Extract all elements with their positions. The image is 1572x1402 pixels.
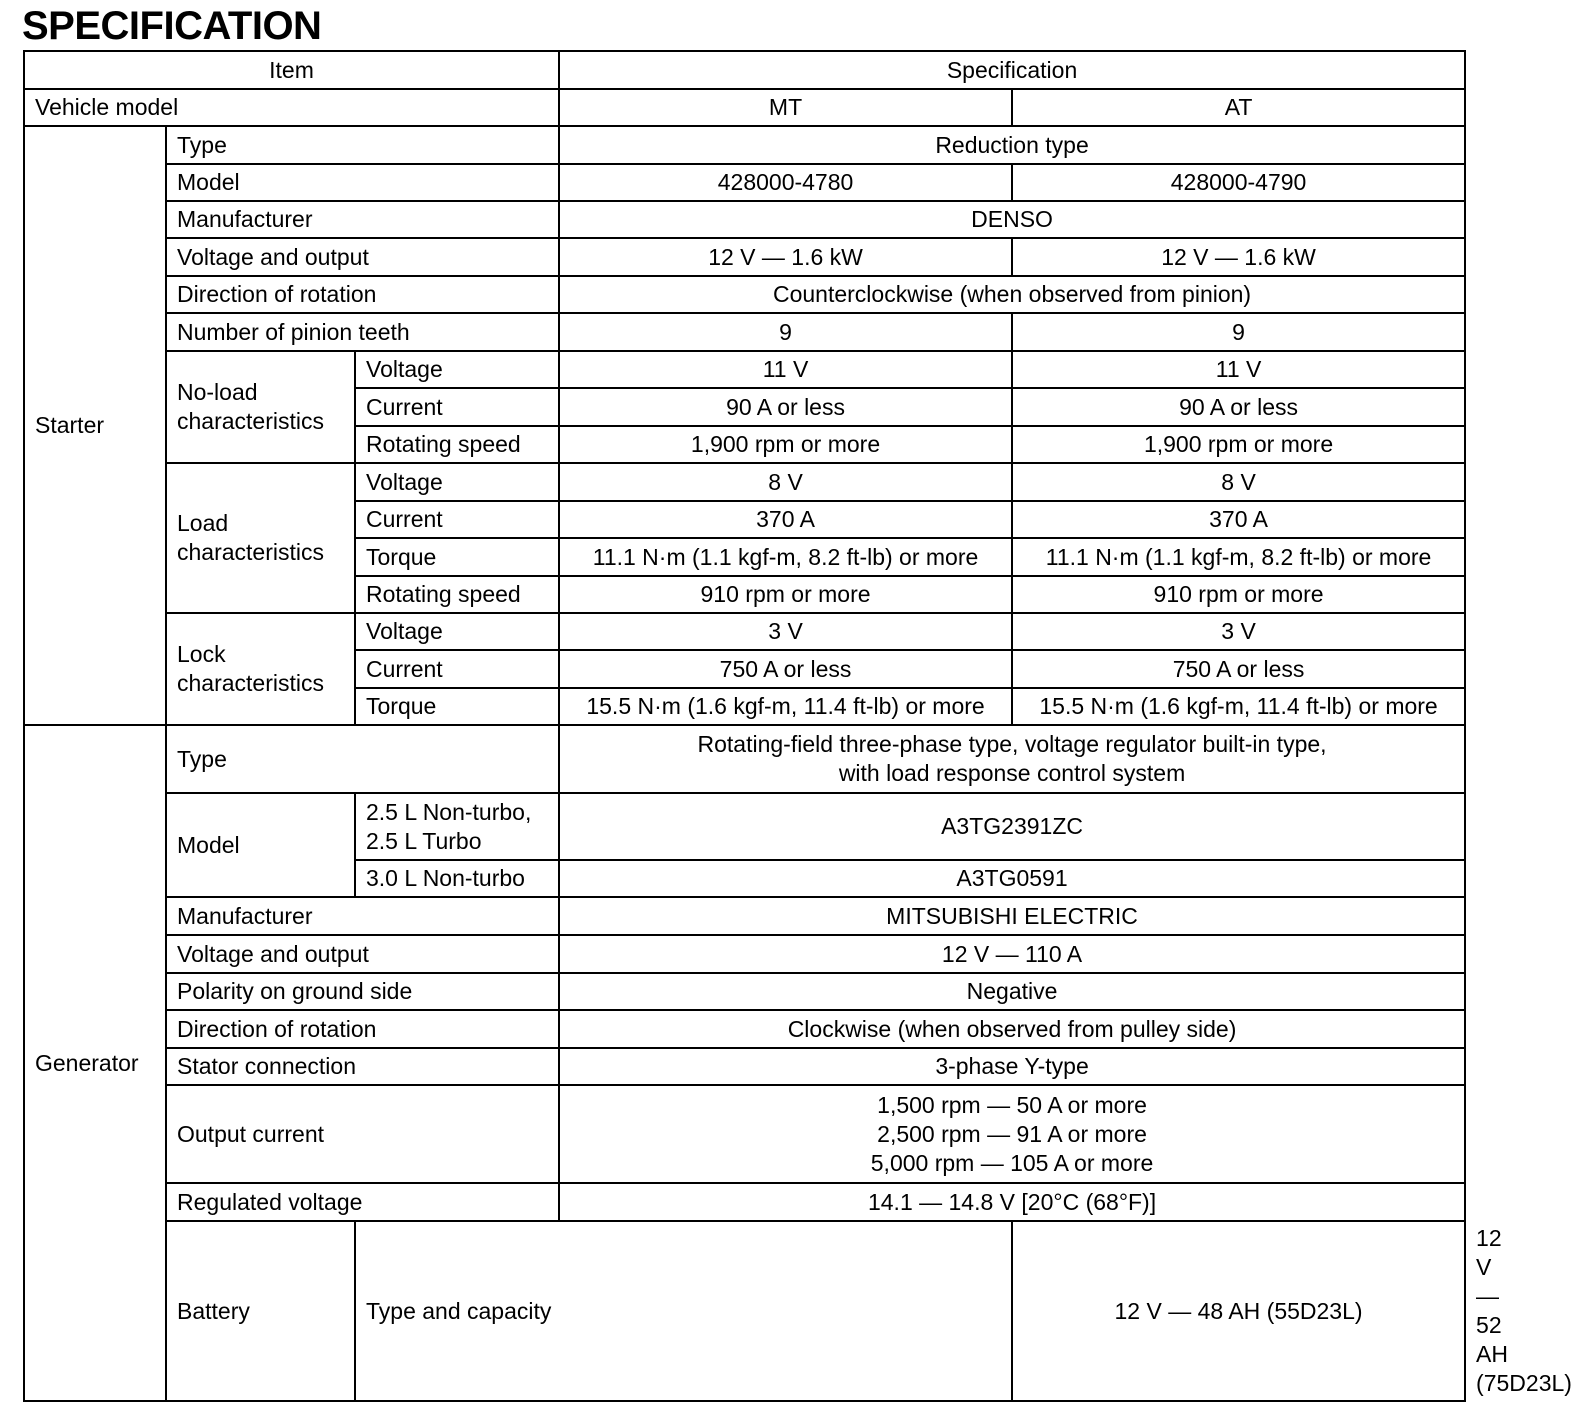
output-current-line1: 1,500 rpm — 50 A or more <box>877 1091 1147 1118</box>
starter-pinion-teeth-at: 9 <box>1012 313 1465 351</box>
starter-model-label: Model <box>166 164 559 201</box>
table-row <box>24 463 1465 501</box>
no-load-speed-label: Rotating speed <box>355 426 559 463</box>
load-characteristics-label <box>166 463 355 613</box>
load-torque-at: 11.1 N·m (1.1 kgf-m, 8.2 ft-lb) or more <box>1012 538 1465 576</box>
battery-type-capacity-mt: 12 V — 48 AH (55D23L) <box>1012 1221 1465 1401</box>
generator-output-current-label: Output current <box>166 1085 559 1183</box>
lock-voltage-mt: 3 V <box>559 613 1012 650</box>
load-voltage-mt: 8 V <box>559 463 1012 501</box>
load-torque-label: Torque <box>355 538 559 576</box>
load-current-label: Current <box>355 501 559 538</box>
lock-characteristics-label <box>166 613 355 725</box>
lock-torque-label: Torque <box>355 688 559 725</box>
table-row <box>24 313 1465 351</box>
generator-polarity-value: Negative <box>559 973 1465 1010</box>
table-row <box>24 276 1465 313</box>
table-row <box>24 793 1465 860</box>
header-row <box>24 51 1465 89</box>
table-row <box>24 351 1465 388</box>
no-load-label-line2: characteristics <box>177 408 324 434</box>
starter-pinion-teeth-label: Number of pinion teeth <box>166 313 559 351</box>
lock-current-mt: 750 A or less <box>559 650 1012 688</box>
section-starter: Starter <box>24 126 166 725</box>
specification-table <box>23 50 1572 1402</box>
no-load-voltage-mt: 11 V <box>559 351 1012 388</box>
table-row <box>24 89 1465 126</box>
table-row <box>24 164 1465 201</box>
table-row: Battery Type and capacity 12 V — 48 AH (55D23L) 12 V — 52 AH (75D23L) <box>24 1221 1465 1401</box>
section-battery: Battery <box>166 1221 355 1401</box>
generator-type-label: Type <box>166 725 559 793</box>
generator-model-sub1-line2: 2.5 L Turbo <box>366 827 482 854</box>
generator-model-sub2: 3.0 L Non-turbo <box>355 860 559 897</box>
table-row <box>24 1010 1465 1048</box>
generator-rotation-label: Direction of rotation <box>166 1010 559 1048</box>
output-current-line3: 5,000 rpm — 105 A or more <box>870 1149 1154 1176</box>
table-row <box>24 897 1465 935</box>
load-speed-at: 910 rpm or more <box>1012 576 1465 613</box>
generator-voltage-output-value: 12 V — 110 A <box>559 935 1465 973</box>
table-row <box>24 613 1465 650</box>
lock-torque-at: 15.5 N·m (1.6 kgf-m, 11.4 ft-lb) or more <box>1012 688 1465 725</box>
vehicle-model-at: AT <box>1012 89 1465 126</box>
generator-type-line1: Rotating-field three-phase type, voltage regulator built-in type, <box>697 731 1327 757</box>
starter-voltage-output-mt: 12 V — 1.6 kW <box>559 238 1012 276</box>
generator-model-value1: A3TG2391ZC <box>559 793 1465 860</box>
vehicle-model-label: Vehicle model <box>24 89 559 126</box>
load-label-line2: characteristics <box>177 539 324 565</box>
generator-model-value2: A3TG0591 <box>559 860 1465 897</box>
table-row <box>24 1085 1465 1183</box>
generator-stator-label: Stator connection <box>166 1048 559 1085</box>
generator-type-value <box>559 725 1465 793</box>
table-row <box>24 201 1465 238</box>
load-torque-mt: 11.1 N·m (1.1 kgf-m, 8.2 ft-lb) or more <box>559 538 1012 576</box>
table-row <box>24 238 1465 276</box>
no-load-current-mt: 90 A or less <box>559 388 1012 426</box>
generator-regulated-voltage-label: Regulated voltage <box>166 1183 559 1221</box>
starter-pinion-teeth-mt: 9 <box>559 313 1012 351</box>
lock-label-line2: characteristics <box>177 670 324 696</box>
generator-polarity-label: Polarity on ground side <box>166 973 559 1010</box>
load-speed-mt: 910 rpm or more <box>559 576 1012 613</box>
no-load-speed-at: 1,900 rpm or more <box>1012 426 1465 463</box>
starter-voltage-output-at: 12 V — 1.6 kW <box>1012 238 1465 276</box>
load-speed-label: Rotating speed <box>355 576 559 613</box>
header-item: Item <box>24 51 559 89</box>
table-row <box>24 725 1465 793</box>
load-voltage-label: Voltage <box>355 463 559 501</box>
generator-manufacturer-label: Manufacturer <box>166 897 559 935</box>
no-load-speed-mt: 1,900 rpm or more <box>559 426 1012 463</box>
lock-voltage-label: Voltage <box>355 613 559 650</box>
output-current-line2: 2,500 rpm — 91 A or more <box>877 1120 1147 1147</box>
generator-stator-value: 3-phase Y-type <box>559 1048 1465 1085</box>
starter-type-label: Type <box>166 126 559 164</box>
starter-rotation-label: Direction of rotation <box>166 276 559 313</box>
generator-rotation-value: Clockwise (when observed from pulley side) <box>559 1010 1465 1048</box>
header-specification: Specification <box>559 51 1465 89</box>
starter-manufacturer-label: Manufacturer <box>166 201 559 238</box>
starter-rotation-value: Counterclockwise (when observed from pinion) <box>559 276 1465 313</box>
generator-model-label: Model <box>166 793 355 897</box>
generator-manufacturer-value: MITSUBISHI ELECTRIC <box>559 897 1465 935</box>
generator-voltage-output-label: Voltage and output <box>166 935 559 973</box>
no-load-characteristics-label <box>166 351 355 463</box>
starter-model-at: 428000-4790 <box>1012 164 1465 201</box>
starter-type-value: Reduction type <box>559 126 1465 164</box>
section-generator: Generator <box>24 725 166 1401</box>
load-current-at: 370 A <box>1012 501 1465 538</box>
lock-torque-mt: 15.5 N·m (1.6 kgf-m, 11.4 ft-lb) or more <box>559 688 1012 725</box>
table-row <box>24 1183 1465 1221</box>
battery-type-capacity-label: Type and capacity <box>355 1221 1012 1401</box>
lock-label-line1: Lock <box>177 641 226 667</box>
generator-output-current-value <box>559 1085 1465 1183</box>
no-load-current-label: Current <box>355 388 559 426</box>
starter-voltage-output-label: Voltage and output <box>166 238 559 276</box>
vehicle-model-mt: MT <box>559 89 1012 126</box>
generator-regulated-voltage-value: 14.1 — 14.8 V [20°C (68°F)] <box>559 1183 1465 1221</box>
table-row <box>24 1048 1465 1085</box>
lock-voltage-at: 3 V <box>1012 613 1465 650</box>
load-current-mt: 370 A <box>559 501 1012 538</box>
table-row <box>24 935 1465 973</box>
lock-current-at: 750 A or less <box>1012 650 1465 688</box>
generator-model-sub1 <box>355 793 559 860</box>
load-label-line1: Load <box>177 510 229 536</box>
starter-model-mt: 428000-4780 <box>559 164 1012 201</box>
no-load-voltage-at: 11 V <box>1012 351 1465 388</box>
generator-model-sub1-line1: 2.5 L Non-turbo, <box>366 798 532 825</box>
no-load-voltage-label: Voltage <box>355 351 559 388</box>
lock-current-label: Current <box>355 650 559 688</box>
table-row <box>24 973 1465 1010</box>
table-row <box>24 126 1465 164</box>
generator-type-line2: with load response control system <box>838 760 1186 786</box>
no-load-current-at: 90 A or less <box>1012 388 1465 426</box>
no-load-label-line1: No-load <box>177 379 258 405</box>
starter-manufacturer-value: DENSO <box>559 201 1465 238</box>
load-voltage-at: 8 V <box>1012 463 1465 501</box>
page-title: SPECIFICATION <box>22 4 322 48</box>
